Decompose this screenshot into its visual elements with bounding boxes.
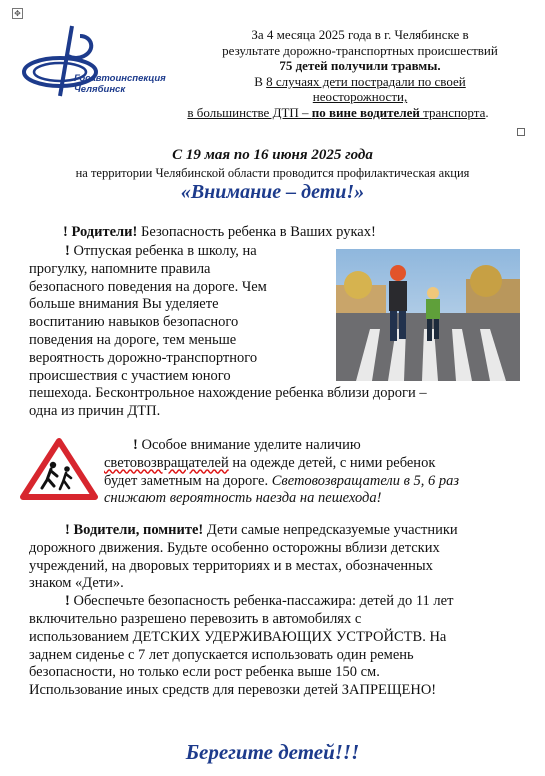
footer-slogan: Берегите детей!!! — [185, 740, 360, 764]
resize-handle-icon[interactable] — [517, 128, 525, 136]
campaign-region: на территории Челябинской области проводится профилактическая акция — [75, 166, 470, 180]
parents-heading: ! Родители! Безопасность ребенка в Ваших руках! — [63, 224, 376, 240]
logo-line-1: Госавтоинспекция — [74, 73, 166, 84]
reflectors-paragraph: ! Особое внимание уделите наличию световозвращателей на одежде детей, с ними ребенок будет заметным на дороге. Световозвращатели в 5, 6 раз снижают вероятность наезда на пешехода! — [104, 437, 460, 507]
intro-line: результате дорожно-транспортных происшествий — [222, 42, 498, 58]
campaign-dates: С 19 мая по 16 июня 2025 года — [172, 147, 373, 163]
intro-injured-count: 75 детей получили травмы. — [279, 58, 441, 74]
intro-line: неосторожности, — [312, 89, 408, 105]
logo-line-2: Челябинск — [74, 84, 126, 95]
intro-statistics — [187, 27, 520, 121]
intro-line: За 4 месяца 2025 года в г. Челябинске в — [251, 27, 469, 42]
intro-line: В 8 случаях дети пострадали по своей — [254, 73, 466, 89]
drivers-paragraph: ! Водители, помните! Дети самые непредсказуемые участники дорожного движения. Будьте особенно осторожны вблизи детских учреждений, на дворовых территориях и в местах, обозначенных знаком «Дети». ! Обеспечьте безопасность ребенка-пассажира: детей до 11 лет включительно разрешено перевозить в автомобилях с использованием ДЕТСКИХ УДЕРЖИВАЮЩИХ УСТРОЙСТВ. На заднем сиденье с 7 лет допускается использовать один ремень безопасности, но только если рост ребенка выше 150 см. Использование иных средств для перевозки детей ЗАПРЕЩЕНО! — [29, 522, 458, 699]
intro-line: в большинстве ДТП – по вине водителей транспорта. — [187, 104, 489, 120]
gosavtoinspektsiya-logo — [20, 22, 190, 100]
crosswalk-photo — [336, 249, 520, 381]
parents-paragraph: ! Отпуская ребенка в школу, на прогулку, напомните правила безопасного поведения на дороге. Чем больше внимания Вы уделяете воспитанию навыков безопасного поведения на дороге, тем меньше вероятность дорожно-транспортного происшествия с участием юного пешехода. Бесконтрольное нахождение ребенка вблизи дороги – одна из причин ДТП. — [29, 243, 427, 420]
campaign-title: «Внимание – дети!» — [180, 181, 365, 203]
move-handle-icon[interactable]: ✥ — [12, 8, 23, 19]
